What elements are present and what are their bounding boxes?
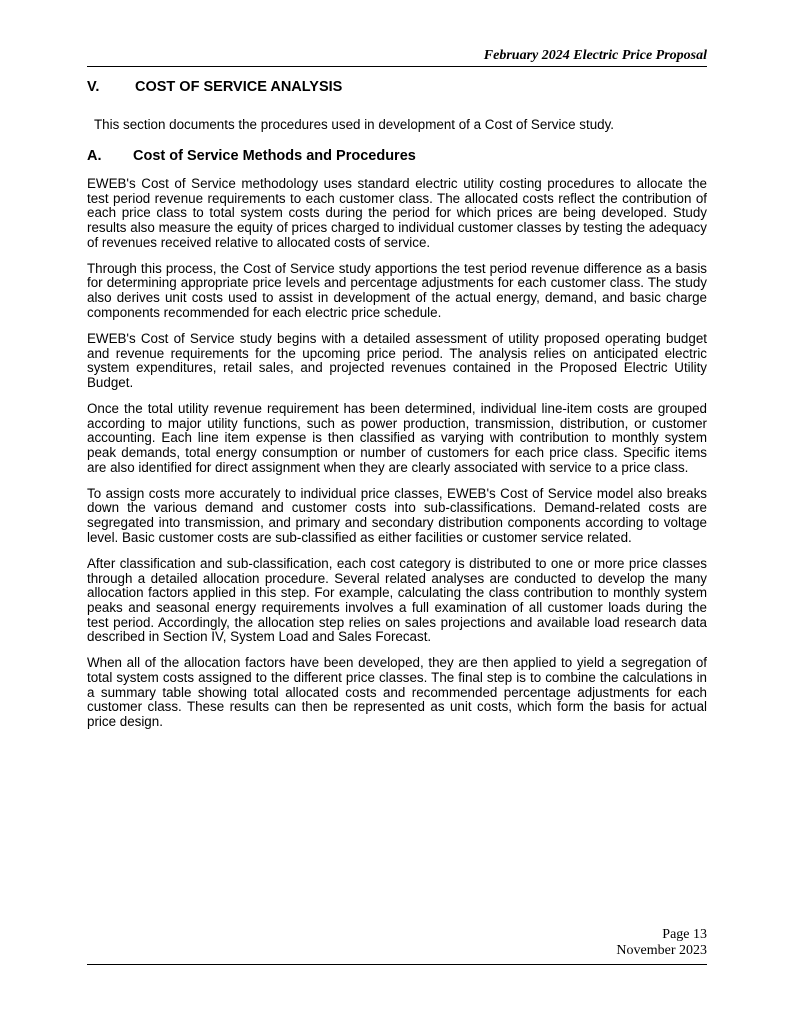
paragraph: When all of the allocation factors have been developed, they are then applied to yield a segregation of total system costs assigned to the different price classes. The final step is to combine the calculations in a summary table showing total allocated costs and recommended percentage adjustments for each customer class. These results can then be represented as unit costs, which form the basis for actual price design.	[87, 655, 707, 729]
running-header: February 2024 Electric Price Proposal	[483, 48, 707, 63]
subsection-title: Cost of Service Methods and Procedures	[133, 148, 416, 164]
paragraph: EWEB's Cost of Service methodology uses standard electric utility costing procedures to allocate the test period revenue requirements to each customer class. The allocated costs reflect the contribution of each price class to total system costs during the period for which prices are being developed. Study results also measure the equity of prices charged to individual customer classes by testing the adequacy of revenues received relative to allocated costs of service.	[87, 176, 707, 250]
section-heading	[87, 79, 342, 95]
section-number: V.	[87, 79, 100, 95]
paragraph: EWEB's Cost of Service study begins with a detailed assessment of utility proposed operating budget and revenue requirements for the upcoming price period. The analysis relies on anticipated electric system expenditures, retail sales, and projected revenues contained in the Proposed Electric Utility Budget.	[87, 330, 707, 390]
body-text	[87, 177, 707, 741]
paragraph: Through this process, the Cost of Service study apportions the test period revenue difference as a basis for determining appropriate price levels and percentage adjustments for each customer class. The study also derives unit costs used to assist in development of the actual energy, demand, and basic charge components recommended for each electric price schedule.	[87, 260, 707, 320]
footer-rule	[87, 964, 707, 965]
paragraph: To assign costs more accurately to individual price classes, EWEB's Cost of Service model also breaks down the various demand and customer costs into sub-classifications. Demand-related costs are segregated into transmission, and primary and secondary distribution components according to voltage level. Basic customer costs are sub-classified as either facilities or customer service related.	[87, 485, 707, 545]
section-title: COST OF SERVICE ANALYSIS	[135, 79, 343, 95]
paragraph: After classification and sub-classification, each cost category is distributed to one or more price classes through a detailed allocation procedure. Several related analyses are conducted to develop the many allocation factors applied in this step. For example, calculating the class contribution to monthly system peaks and seasonal energy requirements involves a full examination of all customer loads during the test period. Accordingly, the allocation step relies on sales projections and available load research data described in Section IV, System Load and Sales Forecast.	[87, 555, 707, 645]
header-rule	[87, 66, 707, 67]
page-footer	[87, 927, 707, 959]
subsection-number: A.	[87, 148, 102, 164]
page-number: Page 13	[662, 927, 707, 942]
paragraph: Once the total utility revenue requirement has been determined, individual line-item costs are grouped according to major utility functions, such as power production, transmission, distribution, or customer accounting. Each line item expense is then classified as varying with contribution to monthly system peak demands, total energy consumption or number of customers for each price class. Specific items are also identified for direct assignment when they are clearly associated with service to a price class.	[87, 401, 707, 475]
footer-date: November 2023	[616, 943, 707, 958]
subsection-heading	[87, 148, 416, 164]
section-intro: This section documents the procedures used in development of a Cost of Service study.	[94, 117, 615, 132]
